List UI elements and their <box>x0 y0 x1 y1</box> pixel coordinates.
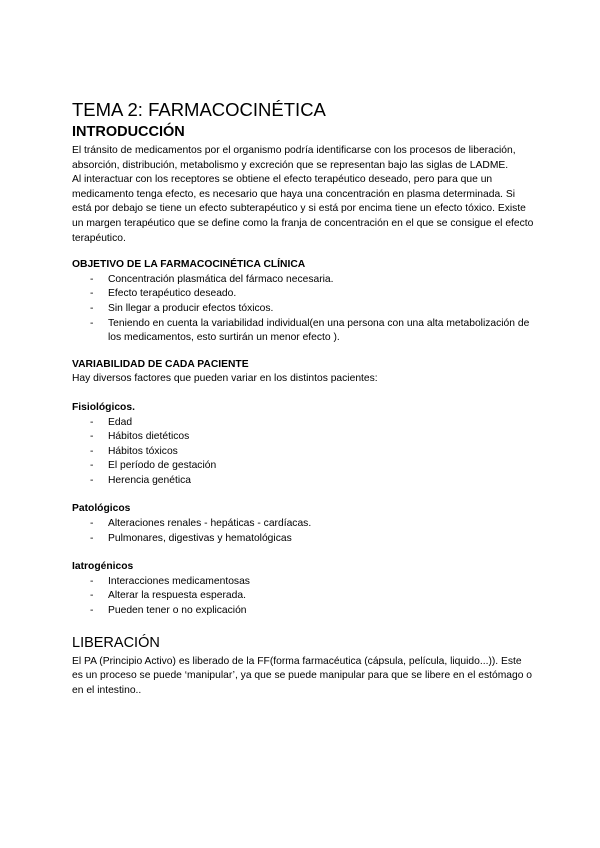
objetivo-heading: OBJETIVO DE LA FARMACOCINÉTICA CLÍNICA <box>72 259 306 271</box>
list-item: - Alteraciones renales - hepáticas - cardíacas. <box>90 518 312 530</box>
list-item: - Sin llegar a producir efectos tóxicos. <box>90 302 274 314</box>
intro-paragraph-2: Al interactuar con los receptores se obtiene el efecto terapéutico deseado, pero para que un medicamento tenga efecto, es necesario que haya una concentración en plasma determinada. Si está por debajo se tiene un efecto subterapéutico y si está por encima tiene un efecto tóxico. Existe un margen terapéutico que se define como la franja de concentración en el que se consigue el efecto terapéutico. <box>72 174 534 244</box>
list-item: - Herencia genética <box>90 474 191 486</box>
page-title: TEMA 2: FARMACOCINÉTICA <box>72 99 326 120</box>
fisiologicos-heading: Fisiológicos. <box>72 401 135 413</box>
list-item: - Edad <box>90 416 133 428</box>
list-item: - Pueden tener o no explicación <box>90 605 247 617</box>
list-item: - Teniendo en cuenta la variabilidad individual(en una persona con una alta metabolización de los medicamentos, esto surtirán un menor efecto ). <box>90 317 530 344</box>
list-item: - Concentración plasmática del fármaco necesaria. <box>90 273 334 285</box>
iatrogenicos-heading: Iatrogénicos <box>72 561 134 573</box>
intro-paragraph-1: El tránsito de medicamentos por el organismo podría identificarse con los procesos de liberación, absorción, distribución, metabolismo y excreción que se representan bajo las siglas de LADME. <box>72 145 516 171</box>
list-item: - El período de gestación <box>90 460 217 472</box>
patologicos-list <box>72 517 534 546</box>
variabilidad-heading: VARIABILIDAD DE CADA PACIENTE <box>72 358 249 370</box>
list-item: - Pulmonares, digestivas y hematológicas <box>90 532 292 544</box>
patologicos-heading: Patológicos <box>72 503 131 515</box>
document-content <box>72 98 534 698</box>
objetivo-list <box>72 273 534 346</box>
list-item: - Alterar la respuesta esperada. <box>90 590 246 602</box>
variabilidad-text: Hay diversos factores que pueden variar en los distintos pacientes: <box>72 373 378 385</box>
intro-heading: INTRODUCCIÓN <box>72 124 185 140</box>
list-item: - Hábitos dietéticos <box>90 431 190 443</box>
iatrogenicos-list <box>72 575 534 619</box>
list-item: - Hábitos tóxicos <box>90 445 178 457</box>
fisiologicos-list <box>72 416 534 489</box>
liberacion-text: El PA (Principio Activo) es liberado de la FF(forma farmacéutica (cápsula, película, liquido...)). Este es un proceso se puede ‘manipular’, ya que se puede manipular para que se libere en el estómago o en el intestino.. <box>72 655 533 696</box>
liberacion-heading: LIBERACIÓN <box>72 634 160 651</box>
list-item: - Efecto terapéutico deseado. <box>90 288 237 300</box>
list-item: - Interacciones medicamentosas <box>90 575 250 587</box>
